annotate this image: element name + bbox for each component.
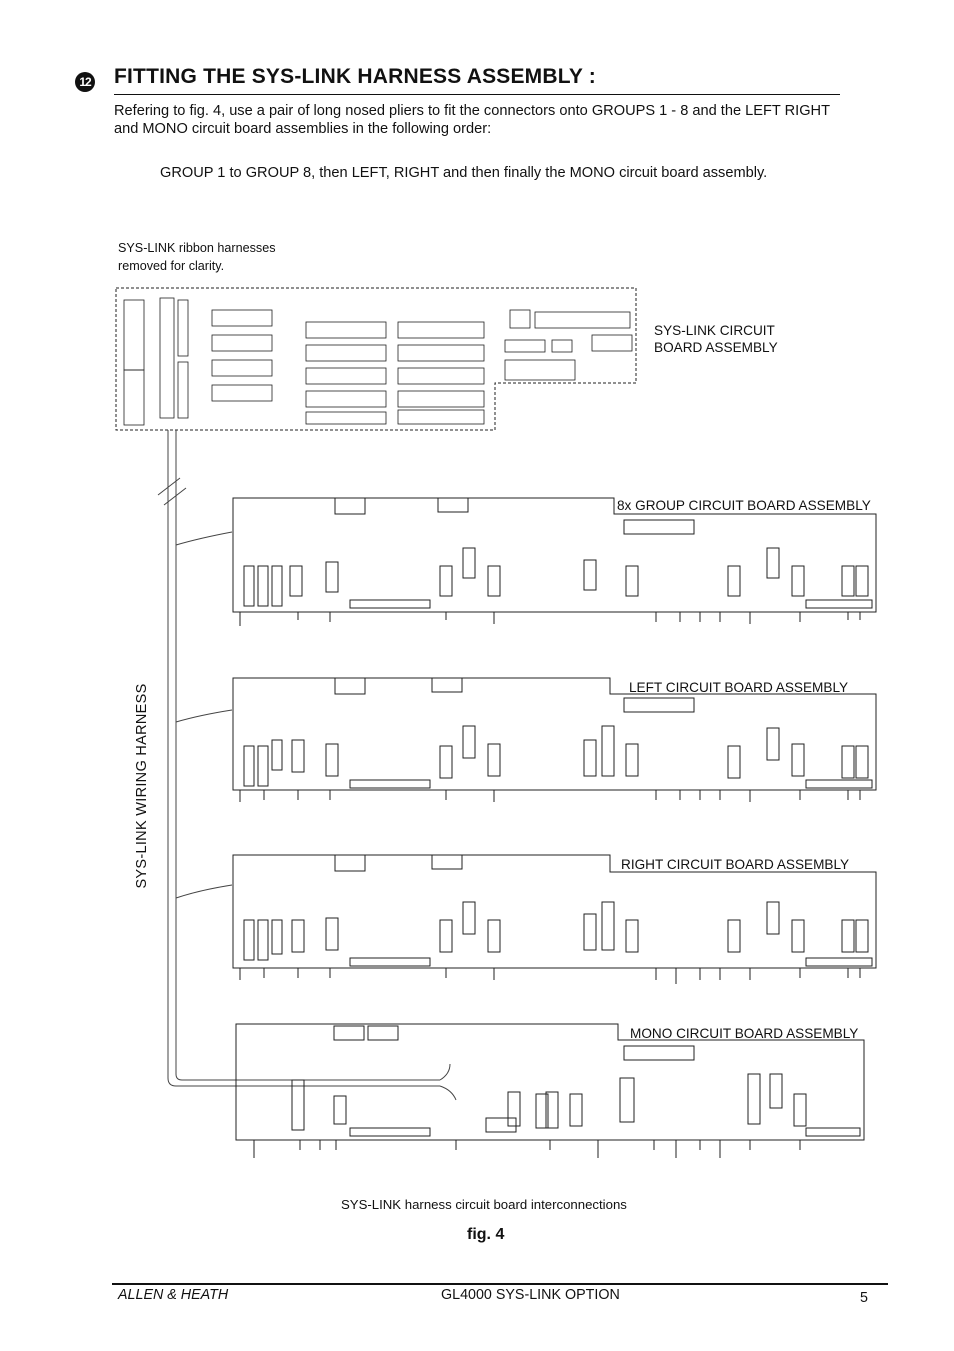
intro-paragraph: Refering to fig. 4, use a pair of long nosed pliers to fit the connectors onto GROUPS 1 - 8 and the LEFT RIGHT and MONO circuit board assemblies in the following order: xyxy=(114,103,830,137)
right-board-label: RIGHT CIRCUIT BOARD ASSEMBLY xyxy=(621,857,850,872)
left-board-label: LEFT CIRCUIT BOARD ASSEMBLY xyxy=(629,680,849,695)
footer-document-title: GL4000 SYS-LINK OPTION xyxy=(441,1287,620,1303)
group-board-label: 8x GROUP CIRCUIT BOARD ASSEMBLY xyxy=(617,498,871,513)
left-board xyxy=(233,678,876,802)
footer-company: ALLEN & HEATH xyxy=(118,1287,229,1303)
group-board xyxy=(233,498,876,626)
syslink-board-label-line-1: SYS-LINK CIRCUIT xyxy=(654,323,775,338)
mono-board-label: MONO CIRCUIT BOARD ASSEMBLY xyxy=(630,1026,859,1041)
footer-divider xyxy=(112,1283,888,1285)
syslink-board-outline xyxy=(116,288,636,430)
figure-number: fig. 4 xyxy=(467,1226,505,1243)
syslink-board-components xyxy=(124,298,632,425)
mono-board xyxy=(236,1024,864,1158)
syslink-board-label xyxy=(654,322,778,356)
harness-label: SYS-LINK WIRING HARNESS xyxy=(134,683,150,889)
figure-note-line-2: removed for clarity. xyxy=(118,259,225,273)
section-number-badge: 12 xyxy=(75,72,95,92)
figure-caption: SYS-LINK harness circuit board interconnections xyxy=(341,1197,627,1212)
section-title: FITTING THE SYS-LINK HARNESS ASSEMBLY : xyxy=(114,65,596,88)
order-paragraph: GROUP 1 to GROUP 8, then LEFT, RIGHT and then finally the MONO circuit board assembly. xyxy=(160,165,768,181)
page-number: 5 xyxy=(860,1290,868,1306)
wiring-harness-trunk xyxy=(158,430,456,1100)
syslink-board-label-line-2: BOARD ASSEMBLY xyxy=(654,340,778,355)
figure-note-line-1: SYS-LINK ribbon harnesses xyxy=(118,241,276,255)
right-board xyxy=(233,855,876,984)
